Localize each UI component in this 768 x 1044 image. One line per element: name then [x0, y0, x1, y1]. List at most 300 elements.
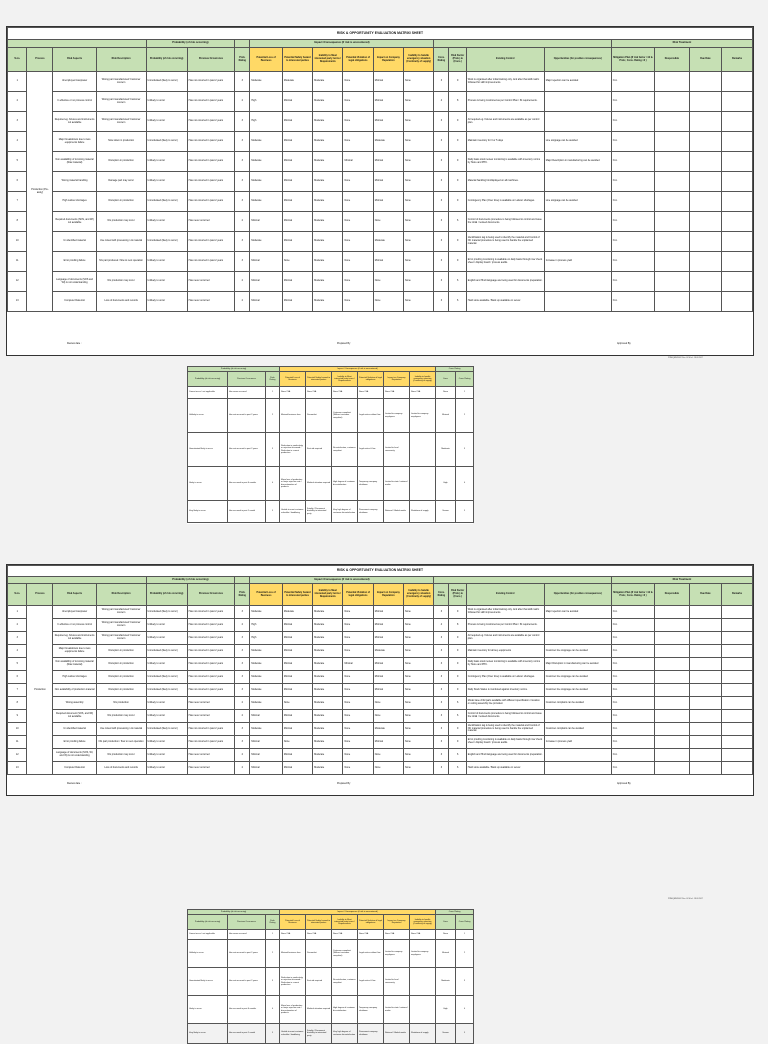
cell-control: All required eg. fixtures and instruments are available as per control plan.	[466, 112, 544, 132]
table-row	[8, 606, 753, 619]
col-risk-factor-2: Risk Factor (Prob.) & (Cons.)	[449, 584, 466, 606]
cell-loss: Minimal	[250, 292, 282, 312]
cell-prob: 3	[235, 645, 250, 658]
cell-aspects: Required eg. fixtures and instruments not available	[53, 112, 96, 132]
cell-mitigation: N.A.	[611, 632, 654, 645]
cell-probability: Unmotivated (likely to occur)	[146, 72, 187, 92]
legend-cell: Severe	[436, 501, 456, 523]
cell-emergency: None	[404, 606, 434, 619]
cell-rf: 6	[449, 272, 466, 292]
cell-cons: 3	[434, 272, 449, 292]
cell-reputation: None	[373, 710, 403, 723]
legend-cell: Limited to state / national media	[384, 996, 410, 1024]
empty-cell	[655, 723, 690, 736]
legend-col-9: Cons.	[436, 915, 456, 930]
legend-col-4: Potential Safety hazard to interested parties	[306, 372, 332, 387]
empty-cell	[655, 212, 690, 232]
legend-cell: Temporary company shutdown	[358, 996, 384, 1024]
table-row	[8, 112, 753, 132]
cell-sno: 1	[8, 72, 27, 92]
cell-emergency: None	[404, 736, 434, 749]
cell-sno: 11	[8, 252, 27, 272]
cell-prob: 3	[235, 132, 250, 152]
cell-reputation: None	[373, 212, 403, 232]
cell-opportunity	[544, 710, 611, 723]
cell-control: Maintain inventory for all key equipments	[466, 645, 544, 658]
cell-probability: Unlikely to occur	[146, 632, 187, 645]
legend-cell: Minimal	[436, 399, 456, 433]
empty-cell	[722, 152, 753, 172]
cell-aspects: Un identified material	[53, 723, 96, 736]
doc-reference-2: PRM/QMS/F/002 Rev. 00 W.e.f. 18.03.2017	[668, 898, 703, 900]
cell-liability: Moderate	[313, 172, 343, 192]
legend-cell: Has not occurred in past 2 years	[228, 433, 266, 467]
cell-liability: Moderate	[313, 272, 343, 292]
cell-control: Work is organised after initial training only. And after that skill matrix followed for skill improvements.	[466, 72, 544, 92]
cell-mitigation: N.A.	[611, 749, 654, 762]
cell-liability: Moderate	[313, 684, 343, 697]
cell-reputation: Minimal	[373, 619, 403, 632]
legend-cell: Permanent company shutdown	[358, 501, 384, 523]
legend-cell: High	[436, 467, 456, 501]
cell-sno: 1	[8, 606, 27, 619]
legend-cell: None / NA	[306, 387, 332, 399]
legend-table-2	[187, 909, 474, 1044]
cell-previous: Has never occurred	[187, 272, 235, 292]
cell-sno: 6	[8, 671, 27, 684]
legend-rating-header: Cons. Rating	[436, 367, 474, 372]
cell-control: All required eg. fixtures and instruments are available as per control plan.	[466, 632, 544, 645]
cell-description: Disruption in production	[96, 658, 146, 671]
cell-previous: Has not occurred in past 2 years	[187, 72, 235, 92]
legend-cell: Cannot occur / not applicable	[188, 387, 228, 399]
cell-control: Daily Stock Status is monitored against inventory norms.	[466, 684, 544, 697]
legend-cell: Unable to meet customer schedule / deadlining	[280, 1024, 306, 1044]
cell-cons: 3	[434, 132, 449, 152]
legend-cell: No satisfaction, customer complaint	[332, 433, 358, 467]
cell-prob: 2	[235, 212, 250, 232]
empty-cell	[722, 132, 753, 152]
cell-safety: Minimal	[282, 212, 312, 232]
legend-cell	[410, 996, 436, 1024]
empty-cell	[722, 232, 753, 252]
empty-cell	[722, 658, 753, 671]
legend-col-2: Prob. Rating	[266, 915, 280, 930]
cell-description: Wrong part manufactured/ Customer concern	[96, 632, 146, 645]
legend-row	[188, 501, 474, 523]
cell-rf: 6	[449, 710, 466, 723]
cell-cons: 3	[434, 684, 449, 697]
legend-cell: Legal notice & fine	[358, 433, 384, 467]
col-liability: Inability to Meet interested party terms / Requirements	[313, 48, 343, 72]
cell-opportunity: Line stoppage can be avoided	[544, 132, 611, 152]
legend-cell: None / NA	[410, 930, 436, 940]
cell-previous: Has not occurred in past 2 years	[187, 632, 235, 645]
legend-cell: Customer complaint (Without customer complaint)	[332, 940, 358, 968]
empty-cell	[655, 736, 690, 749]
cell-safety: None	[282, 736, 312, 749]
cell-rf: 9	[449, 152, 466, 172]
empty-cell	[689, 152, 721, 172]
cell-probability: Unlikely to occur	[146, 212, 187, 232]
legend-col-9: Cons.	[436, 372, 456, 387]
cell-mitigation: N.A.	[611, 606, 654, 619]
cell-reputation: Minimal	[373, 172, 403, 192]
cell-liability: Moderate	[313, 132, 343, 152]
cell-probability: Unlikely to occur	[146, 292, 187, 312]
legend-cell: 3	[456, 968, 474, 996]
legend-cell: Permanent company shutdown	[358, 1024, 384, 1044]
cell-rf: 6	[449, 749, 466, 762]
cell-rf: 9	[449, 172, 466, 192]
cell-safety: Minimal	[282, 632, 312, 645]
legend-col-6: Potential Violation of legal obligations	[358, 372, 384, 387]
table-row	[8, 710, 753, 723]
cell-violation: None	[343, 762, 373, 775]
cell-mitigation: N.A.	[611, 192, 654, 212]
cell-opportunity	[544, 112, 611, 132]
cell-opportunity	[544, 749, 611, 762]
cell-sno: 13	[8, 762, 27, 775]
cell-aspects: Required document (SOS, and WI) not available	[53, 710, 96, 723]
legend-col-1: Previous Occurrence	[228, 372, 266, 387]
cell-prob: 3	[235, 192, 250, 212]
cell-cons: 3	[434, 710, 449, 723]
cell-emergency: None	[404, 112, 434, 132]
cell-emergency: None	[404, 172, 434, 192]
legend-cell: Has never occurred	[228, 387, 266, 399]
cell-description: NG production may occur	[96, 212, 146, 232]
cell-rf: 9	[449, 232, 466, 252]
cell-cons: 3	[434, 736, 449, 749]
legend-impact-header-2: Impact / Consequence (if risk is encountered)	[280, 910, 436, 915]
cell-reputation: Minimal	[373, 252, 403, 272]
legend-cell: First aid required	[306, 433, 332, 467]
cell-reputation: Moderate	[373, 723, 403, 736]
cell-previous: Has not occurred in past 2 years	[187, 192, 235, 212]
cell-previous: Has not occurred in past 2 years	[187, 152, 235, 172]
cell-prob: 3	[235, 252, 250, 272]
cell-prob: 2	[235, 710, 250, 723]
legend-col-3: Potential Loss of Business	[280, 372, 306, 387]
cell-loss: High	[250, 619, 282, 632]
legend-cell: Likely to occur	[188, 467, 228, 501]
legend-cell: 2	[266, 940, 280, 968]
cell-previous: Has not occurred in past 2 years	[187, 132, 235, 152]
cell-prob: 2	[235, 92, 250, 112]
cell-control: English and Hindi language are being used for documents preparation.	[466, 749, 544, 762]
cell-prob: 2	[235, 272, 250, 292]
empty-cell	[722, 606, 753, 619]
legend-cell: Has occurred in past 1 month	[228, 1024, 266, 1044]
cell-liability: Moderate	[313, 736, 343, 749]
legend-cell	[410, 467, 436, 501]
cell-description: Disruption in production	[96, 684, 146, 697]
empty-cell	[689, 619, 721, 632]
cell-previous: Has not occurred in past 2 years	[187, 645, 235, 658]
legend-col-7: Impact on Company Reputation	[384, 372, 410, 387]
legend-probability-header-2: Probability (of risk occurring)	[188, 910, 280, 915]
cell-opportunity	[544, 172, 611, 192]
treatment-group-header: Risk Treatment	[611, 40, 752, 48]
legend-cell: Medical attention required	[306, 467, 332, 501]
cell-emergency: None	[404, 272, 434, 292]
cell-mitigation: N.A.	[611, 645, 654, 658]
col-mitigation: Mitigation Plan (If risk factor >12 & Prob.; Cons. Rating >3 )	[611, 48, 654, 72]
risk-rows-2	[8, 606, 753, 775]
empty-cell	[655, 671, 690, 684]
cell-sno: 3	[8, 112, 27, 132]
cell-reputation: Minimal	[373, 152, 403, 172]
cell-safety: Minimal	[282, 232, 312, 252]
column-header-row-2	[8, 584, 753, 606]
cell-control: Hard store available / Back up available on server.	[466, 292, 544, 312]
empty-cell	[655, 619, 690, 632]
legend-col-3: Potential Loss of Business	[280, 915, 306, 930]
cell-probability: Unmotivated (likely to occur)	[146, 684, 187, 697]
cell-control: Error proofing monitoring is available on daily basis through ma/ check sheet / display board / process audits.	[466, 736, 544, 749]
cell-safety: Minimal	[282, 671, 312, 684]
col-emergency: Inability to handle emergency situation (Continuity of supply)	[404, 48, 434, 72]
cell-liability: Moderate	[313, 192, 343, 212]
legend-cell: None / NA	[384, 930, 410, 940]
cell-violation: None	[343, 645, 373, 658]
cell-mitigation: N.A.	[611, 697, 654, 710]
empty-cell	[689, 632, 721, 645]
cell-aspects: Error proofing failure	[53, 252, 96, 272]
empty-cell	[655, 232, 690, 252]
col-safety: Potential Safety hazard to interested parties	[282, 48, 312, 72]
cell-cons: 3	[434, 762, 449, 775]
cell-emergency: None	[404, 645, 434, 658]
legend-cell: Minimal	[436, 940, 456, 968]
cell-prob: 3	[235, 671, 250, 684]
legend-cell: 5	[456, 1024, 474, 1044]
cell-description: Wrong part manufactured/ Customer concern	[96, 92, 146, 112]
empty-cell	[689, 212, 721, 232]
legend-cell: Minimal business loss	[280, 940, 306, 968]
table-row	[8, 72, 753, 92]
empty-cell	[689, 292, 721, 312]
table-row	[8, 92, 753, 112]
cell-safety: Moderate	[282, 72, 312, 92]
cell-reputation: Minimal	[373, 632, 403, 645]
legend-cell: 5	[266, 501, 280, 523]
cell-reputation: Moderate	[373, 645, 403, 658]
cell-safety: Minimal	[282, 619, 312, 632]
legend-row	[188, 996, 474, 1024]
cell-liability: Moderate	[313, 619, 343, 632]
legend-cell: National / Global media	[384, 501, 410, 523]
legend-cell: Shutdown of supply	[410, 1024, 436, 1044]
cell-sno: 7	[8, 192, 27, 212]
legend-cell: 3	[456, 433, 474, 467]
legend-cell: Limited to local community	[384, 968, 410, 996]
cell-aspects: High Labour shortages	[53, 192, 96, 212]
cell-prob: 3	[235, 632, 250, 645]
legend-cell: Fatality / Permanent disability to interested party	[306, 501, 332, 523]
cell-control: Process is being monitored as per Control Plan / IN requirements.	[466, 92, 544, 112]
empty-cell	[722, 762, 753, 775]
cell-previous: Has not occurred in past 2 years	[187, 112, 235, 132]
cell-probability: Unlikely to occur	[146, 252, 187, 272]
legend-cell: Limited to company employees	[410, 399, 436, 433]
col-cons-rating: Cons. Rating	[434, 48, 449, 72]
legend-cell: Limited to company employees	[410, 940, 436, 968]
col-violation-2: Potential Violation of legal obligations	[343, 584, 373, 606]
cell-safety: None	[282, 697, 312, 710]
cell-description: Wrong part manufactured/ Customer concern	[96, 72, 146, 92]
cell-liability: Moderate	[313, 749, 343, 762]
cell-safety: Minimal	[282, 658, 312, 671]
table-row	[8, 619, 753, 632]
cell-description: Loss of documents and records	[96, 762, 146, 775]
empty-cell	[655, 606, 690, 619]
legend-cell: 1	[266, 930, 280, 940]
cell-safety: Minimal	[282, 132, 312, 152]
legend-cell: None / NA	[280, 387, 306, 399]
cell-probability: Unlikely to occur	[146, 272, 187, 292]
cell-previous: Has never occurred	[187, 212, 235, 232]
col-violation: Potential Violation of legal obligations	[343, 48, 373, 72]
empty-cell	[655, 632, 690, 645]
cell-loss: Minimal	[250, 762, 282, 775]
cell-opportunity	[544, 232, 611, 252]
cell-reputation: Minimal	[373, 192, 403, 212]
empty-cell	[689, 749, 721, 762]
cell-prob: 3	[235, 72, 250, 92]
cell-emergency: None	[404, 92, 434, 112]
col-remarks-2: Remarks	[722, 584, 753, 606]
cell-loss: Moderate	[250, 645, 282, 658]
empty-cell	[689, 272, 721, 292]
cell-reputation: Minimal	[373, 92, 403, 112]
cell-reputation: None	[373, 292, 403, 312]
legend-cell: Very high degree of customer dis-satisfaction	[332, 501, 358, 523]
empty-cell	[655, 252, 690, 272]
cell-violation: None	[343, 72, 373, 92]
empty-cell	[722, 272, 753, 292]
probability-group-header-2: Probability (of risk occurring)	[146, 577, 235, 584]
cell-violation: None	[343, 671, 373, 684]
col-prob-rating: Prob. Rating	[235, 48, 250, 72]
empty-cell	[689, 132, 721, 152]
cell-violation: None	[343, 292, 373, 312]
cell-rf: 9	[449, 723, 466, 736]
cell-probability: Unmotivated (likely to occur)	[146, 723, 187, 736]
legend-col-0: Probability (of risk occurring)	[188, 915, 228, 930]
cell-rf: 9	[449, 671, 466, 684]
table-row	[8, 671, 753, 684]
empty-cell	[689, 736, 721, 749]
cell-mitigation: N.A.	[611, 272, 654, 292]
cell-opportunity: Customer complaint can be avoided	[544, 697, 611, 710]
empty-cell	[655, 684, 690, 697]
legend-col-8: Inability to handle emergency situation (Continuity of supply)	[410, 372, 436, 387]
empty-cell	[722, 252, 753, 272]
cell-previous: Has not occurred in past 2 years	[187, 671, 235, 684]
cell-liability: Moderate	[313, 72, 343, 92]
legend-cell: 5	[456, 501, 474, 523]
cell-opportunity: Major Description in manufacturing can be avoided	[544, 152, 611, 172]
cell-reputation: Minimal	[373, 112, 403, 132]
cell-rf: 8	[449, 619, 466, 632]
legend-col-10: Cons. Rating	[456, 372, 474, 387]
cell-violation: None	[343, 252, 373, 272]
approved-by-label: Approved By	[617, 342, 631, 345]
cell-violation: None	[343, 192, 373, 212]
cell-prob: 3	[235, 723, 250, 736]
legend-col-6: Potential Violation of legal obligations	[358, 915, 384, 930]
cell-opportunity	[544, 272, 611, 292]
cell-cons: 3	[434, 72, 449, 92]
cell-liability: Moderate	[313, 232, 343, 252]
cell-probability: Unmotivated (likely to occur)	[146, 132, 187, 152]
cell-loss: Moderate	[250, 684, 282, 697]
cell-loss: Moderate	[250, 697, 282, 710]
review-date-label: Review date :	[67, 342, 82, 345]
legend-row	[188, 467, 474, 501]
legend-cell: Moderate	[436, 433, 456, 467]
col-loss: Potential Loss of Business	[250, 48, 282, 72]
cell-cons: 3	[434, 212, 449, 232]
risk-rows-1	[8, 72, 753, 312]
cell-prob: 2	[235, 762, 250, 775]
cell-previous: Has not occurred in past 2 years	[187, 684, 235, 697]
cell-violation: None	[343, 697, 373, 710]
cell-liability: Moderate	[313, 671, 343, 684]
legend-row	[188, 1024, 474, 1044]
cell-previous: Has never occurred	[187, 749, 235, 762]
legend-cell: Limited to state / national media	[384, 467, 410, 501]
cell-aspects: Wrong assembly	[53, 697, 96, 710]
legend-col-2: Prob. Rating	[266, 372, 280, 387]
cell-aspects: Major breakdowns due to less equipments failure	[53, 132, 96, 152]
col-existing-control: Existing Control	[466, 48, 544, 72]
legend-cell: Very high degree of customer dis-satisfaction	[332, 1024, 358, 1044]
empty-cell	[689, 645, 721, 658]
legend-cell: National / Global media	[384, 1024, 410, 1044]
cell-emergency: None	[404, 671, 434, 684]
cell-prob: 3	[235, 736, 250, 749]
empty-cell	[689, 112, 721, 132]
legend-cell: Reduction in productivity or rejection increased / Reduction in current production	[280, 968, 306, 996]
legend-cell: None / NA	[306, 930, 332, 940]
cell-mitigation: N.A.	[611, 112, 654, 132]
cell-liability: Moderate	[313, 92, 343, 112]
legend-cell: Unmotivated likely to occur	[188, 968, 228, 996]
cell-liability: Moderate	[313, 710, 343, 723]
cell-sno: 4	[8, 645, 27, 658]
col-description-2: Risk Description	[96, 584, 146, 606]
cell-prob: 3	[235, 172, 250, 192]
cell-sno: 2	[8, 619, 27, 632]
empty-cell	[689, 72, 721, 92]
cell-probability: Unlikely to occur	[146, 658, 187, 671]
cell-liability: Moderate	[313, 762, 343, 775]
cell-mitigation: N.A.	[611, 658, 654, 671]
legend-cell: 2	[456, 399, 474, 433]
legend-cell: Discomfort	[306, 399, 332, 433]
legend-cell: Reduction in productivity or rejection increased / Reduction in current production	[280, 433, 306, 467]
col-mitigation-2: Mitigation Plan (If risk factor >12 & Prob.; Cons. Rating >3 )	[611, 584, 654, 606]
cell-previous: Has never occurred	[187, 292, 235, 312]
legend-cell: 2	[456, 940, 474, 968]
cell-reputation: Minimal	[373, 736, 403, 749]
cell-emergency: None	[404, 762, 434, 775]
legend-cell: Limited to company employees	[384, 399, 410, 433]
cell-sno: 10	[8, 723, 27, 736]
